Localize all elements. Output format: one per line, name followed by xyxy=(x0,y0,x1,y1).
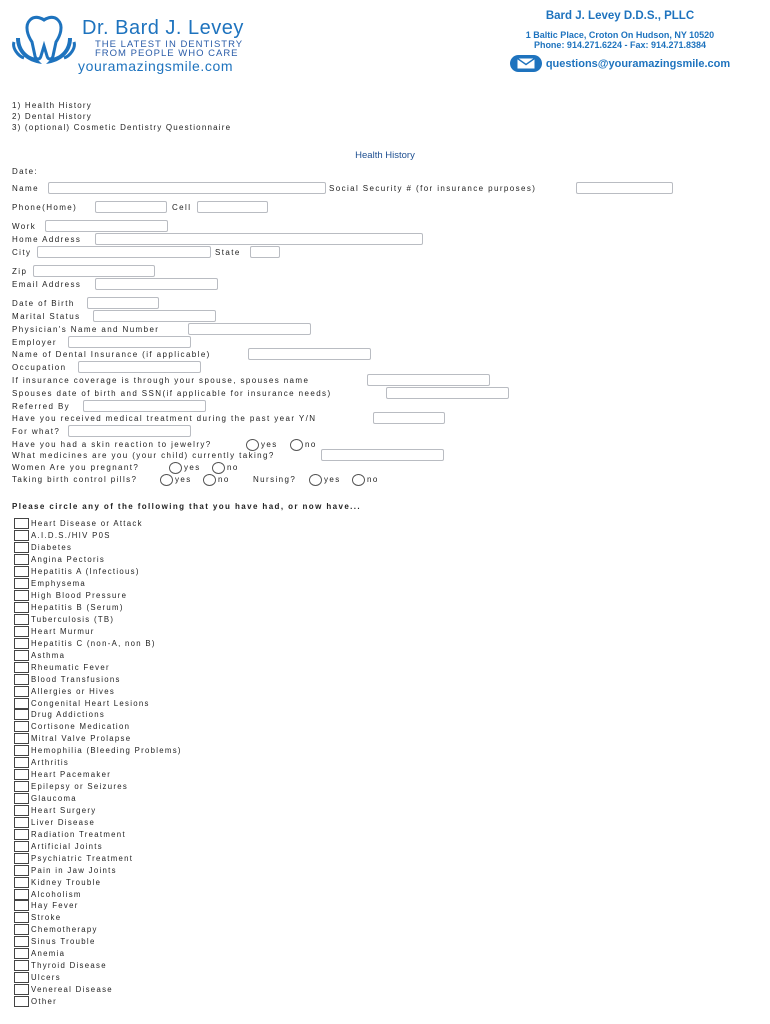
spouse-dob-label: Spouses date of birth and SSN(if applicable for insurance needs) xyxy=(12,389,332,398)
logo-tagline-2: FROM PEOPLE WHO CARE xyxy=(95,48,239,59)
employer-label: Employer xyxy=(12,338,57,347)
for-what-field[interactable] xyxy=(68,425,191,437)
condition-label: Stroke xyxy=(31,913,62,923)
nursing-yes-radio[interactable] xyxy=(309,474,322,486)
condition-checkbox[interactable] xyxy=(14,889,29,900)
condition-label: Cortisone Medication xyxy=(31,722,131,732)
pregnant-no-label: no xyxy=(227,463,239,472)
condition-checkbox[interactable] xyxy=(14,829,29,840)
condition-checkbox[interactable] xyxy=(14,638,29,649)
occupation-label: Occupation xyxy=(12,363,67,372)
dental-insurance-field[interactable] xyxy=(248,348,371,360)
home-address-label: Home Address xyxy=(12,235,82,244)
contact-block xyxy=(490,10,750,72)
condition-item[interactable] xyxy=(14,912,182,924)
skin-reaction-no-radio[interactable] xyxy=(290,439,303,451)
condition-item[interactable] xyxy=(14,924,182,936)
condition-item[interactable] xyxy=(14,936,182,948)
condition-label: Epilepsy or Seizures xyxy=(31,782,129,792)
condition-checkbox[interactable] xyxy=(14,698,29,709)
condition-checkbox[interactable] xyxy=(14,781,29,792)
birth-control-label: Taking birth control pills? xyxy=(12,475,138,484)
condition-label: Hay Fever xyxy=(31,901,79,911)
email-row xyxy=(490,55,750,72)
condition-checkbox[interactable] xyxy=(14,733,29,744)
condition-label: Diabetes xyxy=(31,543,73,553)
condition-label: Chemotherapy xyxy=(31,925,98,935)
tooth-hands-icon xyxy=(12,12,76,68)
nursing-yes-label: yes xyxy=(324,475,341,484)
practice-phone-fax: Phone: 914.271.6224 - Fax: 914.271.8384 xyxy=(533,40,707,50)
ssn-field[interactable] xyxy=(576,182,673,194)
condition-item[interactable] xyxy=(14,709,182,721)
practice-address: 1 Baltic Place, Croton On Hudson, NY 10520 xyxy=(525,30,715,40)
zip-label: Zip xyxy=(12,267,28,276)
condition-checkbox[interactable] xyxy=(14,793,29,804)
condition-checkbox[interactable] xyxy=(14,960,29,971)
condition-label: Congenital Heart Lesions xyxy=(31,698,150,708)
condition-label: Rheumatic Fever xyxy=(31,662,110,672)
condition-checkbox[interactable] xyxy=(14,912,29,923)
spouse-name-label: If insurance coverage is through your spouse, spouses name xyxy=(12,376,310,385)
nursing-no-radio[interactable] xyxy=(352,474,365,486)
condition-label: Liver Disease xyxy=(31,817,96,827)
logo-website: youramazingsmile.com xyxy=(78,58,234,74)
spouse-name-field[interactable] xyxy=(367,374,490,386)
condition-checkbox[interactable] xyxy=(14,757,29,768)
condition-checkbox[interactable] xyxy=(14,817,29,828)
condition-label: Emphysema xyxy=(31,579,87,589)
condition-checkbox[interactable] xyxy=(14,542,29,553)
pregnant-label: Women Are you pregnant? xyxy=(12,463,140,472)
condition-checkbox[interactable] xyxy=(14,877,29,888)
condition-item[interactable] xyxy=(14,566,182,578)
referred-label: Referred By xyxy=(12,402,71,411)
condition-item[interactable] xyxy=(14,697,182,709)
condition-checkbox[interactable] xyxy=(14,554,29,565)
condition-checkbox[interactable] xyxy=(14,721,29,732)
condition-label: Glaucoma xyxy=(31,794,77,804)
condition-item[interactable] xyxy=(14,769,182,781)
condition-checkbox[interactable] xyxy=(14,841,29,852)
marital-field[interactable] xyxy=(93,310,216,322)
physician-field[interactable] xyxy=(188,323,311,335)
condition-item[interactable] xyxy=(14,948,182,960)
condition-label: Drug Addictions xyxy=(31,710,106,720)
physician-label: Physician's Name and Number xyxy=(12,325,160,334)
pregnant-yes-radio[interactable] xyxy=(169,462,182,474)
condition-label: Asthma xyxy=(31,650,66,660)
condition-label: Anemia xyxy=(31,949,66,959)
condition-label: Alcoholism xyxy=(31,889,82,899)
condition-item[interactable] xyxy=(14,888,182,900)
condition-label: Angina Pectoris xyxy=(31,555,106,565)
condition-label: Heart Murmur xyxy=(31,626,95,636)
condition-checkbox[interactable] xyxy=(14,924,29,935)
condition-item[interactable] xyxy=(14,637,182,649)
birth-control-yes-label: yes xyxy=(175,475,192,484)
employer-field[interactable] xyxy=(68,336,191,348)
condition-label: Psychiatric Treatment xyxy=(31,853,134,863)
condition-item[interactable] xyxy=(14,661,182,673)
condition-checkbox[interactable] xyxy=(14,650,29,661)
condition-checkbox[interactable] xyxy=(14,805,29,816)
marital-label: Marital Status xyxy=(12,312,81,321)
skin-reaction-yes-radio[interactable] xyxy=(246,439,259,451)
condition-item[interactable] xyxy=(14,828,182,840)
practice-name: Bard J. Levey D.D.S., PLLC xyxy=(545,10,695,22)
skin-reaction-no-label: no xyxy=(305,440,317,449)
envelope-icon xyxy=(510,55,542,72)
condition-label: Artificial Joints xyxy=(31,841,103,851)
condition-item[interactable] xyxy=(14,721,182,733)
home-address-field[interactable] xyxy=(95,233,423,245)
condition-item[interactable] xyxy=(14,590,182,602)
zip-field[interactable] xyxy=(33,265,155,277)
conditions-list xyxy=(14,518,182,1007)
referred-field[interactable] xyxy=(83,400,206,412)
condition-label: Thyroid Disease xyxy=(31,961,107,971)
ssn-label: Social Security # (for insurance purposes) xyxy=(329,184,537,193)
condition-item[interactable] xyxy=(14,673,182,685)
skin-reaction-yes-label: yes xyxy=(261,440,278,449)
condition-item[interactable] xyxy=(14,542,182,554)
condition-checkbox[interactable] xyxy=(14,900,29,911)
condition-item[interactable] xyxy=(14,852,182,864)
condition-checkbox[interactable] xyxy=(14,518,29,529)
dob-label: Date of Birth xyxy=(12,299,75,308)
condition-label: High Blood Pressure xyxy=(31,591,128,601)
condition-item[interactable] xyxy=(14,972,182,984)
condition-checkbox[interactable] xyxy=(14,709,29,720)
condition-item[interactable] xyxy=(14,757,182,769)
condition-label: Blood Transfusions xyxy=(31,674,121,684)
name-label: Name xyxy=(12,184,39,193)
condition-checkbox[interactable] xyxy=(14,984,29,995)
condition-item[interactable] xyxy=(14,530,182,542)
letterhead xyxy=(0,0,770,82)
pregnant-yes-label: yes xyxy=(184,463,201,472)
condition-label: Hemophilia (Bleeding Problems) xyxy=(31,746,182,756)
condition-checkbox[interactable] xyxy=(14,662,29,673)
condition-item[interactable] xyxy=(14,805,182,817)
nursing-no-label: no xyxy=(367,475,379,484)
name-field[interactable] xyxy=(48,182,326,194)
dental-insurance-label: Name of Dental Insurance (if applicable) xyxy=(12,350,211,359)
logo-tagline-1: THE LATEST IN DENTISTRY xyxy=(95,39,244,50)
treatment-label: Have you received medical treatment during the past year Y/N xyxy=(12,414,317,423)
medicines-label: What medicines are you (your child) currently taking? xyxy=(12,451,275,460)
condition-checkbox[interactable] xyxy=(14,745,29,756)
for-what-label: For what? xyxy=(12,427,61,436)
treatment-field[interactable] xyxy=(373,412,445,424)
city-label: City xyxy=(12,248,32,257)
condition-label: Hepatitis B (Serum) xyxy=(31,603,124,613)
condition-checkbox[interactable] xyxy=(14,566,29,577)
condition-checkbox[interactable] xyxy=(14,674,29,685)
condition-label: Allergies or Hives xyxy=(31,686,116,696)
condition-checkbox[interactable] xyxy=(14,948,29,959)
condition-label: Venereal Disease xyxy=(31,985,113,995)
condition-label: Radiation Treatment xyxy=(31,829,126,839)
condition-label: Pain in Jaw Joints xyxy=(31,865,117,875)
condition-item[interactable] xyxy=(14,602,182,614)
condition-item[interactable] xyxy=(14,733,182,745)
toc-item: 3) (optional) Cosmetic Dentistry Questionnaire xyxy=(12,123,232,132)
condition-label: Other xyxy=(31,996,57,1006)
dob-field[interactable] xyxy=(87,297,159,309)
condition-label: Hepatitis A (Infectious) xyxy=(31,567,140,577)
condition-checkbox[interactable] xyxy=(14,972,29,983)
condition-item[interactable] xyxy=(14,793,182,805)
condition-label: A.I.D.S./HIV P0S xyxy=(31,531,111,541)
condition-label: Sinus Trouble xyxy=(31,937,96,947)
condition-item[interactable] xyxy=(14,685,182,697)
condition-item[interactable] xyxy=(14,649,182,661)
condition-checkbox[interactable] xyxy=(14,865,29,876)
logo-name: Dr. Bard J. Levey xyxy=(82,17,244,39)
spouse-dob-field[interactable] xyxy=(386,387,509,399)
condition-item[interactable] xyxy=(14,984,182,996)
condition-item[interactable] xyxy=(14,816,182,828)
state-field[interactable] xyxy=(250,246,280,258)
skin-reaction-label: Have you had a skin reaction to jewelry? xyxy=(12,440,212,449)
work-label: Work xyxy=(12,222,37,231)
email-address-label: Email Address xyxy=(12,280,82,289)
state-label: State xyxy=(215,248,241,257)
condition-label: Kidney Trouble xyxy=(31,877,102,887)
birth-control-no-radio[interactable] xyxy=(203,474,216,486)
practice-email[interactable]: questions@youramazingsmile.com xyxy=(545,57,731,70)
toc-item: 1) Health History xyxy=(12,101,92,110)
pregnant-no-radio[interactable] xyxy=(212,462,225,474)
condition-checkbox[interactable] xyxy=(14,996,29,1007)
phone-home-label: Phone(Home) xyxy=(12,203,78,212)
medicines-field[interactable] xyxy=(321,449,444,461)
condition-item[interactable] xyxy=(14,578,182,590)
occupation-field[interactable] xyxy=(78,361,201,373)
nursing-label: Nursing? xyxy=(253,475,297,484)
condition-item[interactable] xyxy=(14,554,182,566)
phone-home-field[interactable] xyxy=(95,201,167,213)
work-field[interactable] xyxy=(45,220,168,232)
condition-item[interactable] xyxy=(14,625,182,637)
table-of-contents xyxy=(12,100,231,133)
condition-item[interactable] xyxy=(14,864,182,876)
condition-item[interactable] xyxy=(14,518,182,530)
condition-label: Hepatitis C (non-A, non B) xyxy=(31,638,156,648)
condition-item[interactable] xyxy=(14,745,182,757)
condition-label: Mitral Valve Prolapse xyxy=(31,734,132,744)
condition-item[interactable] xyxy=(14,614,182,626)
date-label: Date: xyxy=(12,167,39,176)
condition-checkbox[interactable] xyxy=(14,578,29,589)
condition-label: Heart Pacemaker xyxy=(31,770,112,780)
condition-checkbox[interactable] xyxy=(14,936,29,947)
condition-checkbox[interactable] xyxy=(14,602,29,613)
condition-checkbox[interactable] xyxy=(14,614,29,625)
practice-logo xyxy=(12,12,282,72)
conditions-heading: Please circle any of the following that you have had, or now have... xyxy=(12,502,362,511)
condition-checkbox[interactable] xyxy=(14,626,29,637)
condition-item[interactable] xyxy=(14,781,182,793)
condition-item[interactable] xyxy=(14,900,182,912)
condition-label: Heart Surgery xyxy=(31,805,97,815)
birth-control-no-label: no xyxy=(218,475,230,484)
condition-label: Arthritis xyxy=(31,758,70,768)
cell-label: Cell xyxy=(172,203,192,212)
condition-item[interactable] xyxy=(14,960,182,972)
condition-label: Ulcers xyxy=(31,973,61,983)
condition-checkbox[interactable] xyxy=(14,530,29,541)
condition-item[interactable] xyxy=(14,840,182,852)
birth-control-yes-radio[interactable] xyxy=(160,474,173,486)
condition-checkbox[interactable] xyxy=(14,853,29,864)
condition-checkbox[interactable] xyxy=(14,686,29,697)
condition-item[interactable] xyxy=(14,996,182,1008)
condition-item[interactable] xyxy=(14,876,182,888)
condition-label: Heart Disease or Attack xyxy=(31,519,143,529)
condition-checkbox[interactable] xyxy=(14,769,29,780)
city-field[interactable] xyxy=(37,246,211,258)
section-title: Health History xyxy=(355,150,415,161)
condition-checkbox[interactable] xyxy=(14,590,29,601)
condition-label: Tuberculosis (TB) xyxy=(31,614,115,624)
toc-item: 2) Dental History xyxy=(12,112,92,121)
email-address-field[interactable] xyxy=(95,278,218,290)
cell-field[interactable] xyxy=(197,201,268,213)
